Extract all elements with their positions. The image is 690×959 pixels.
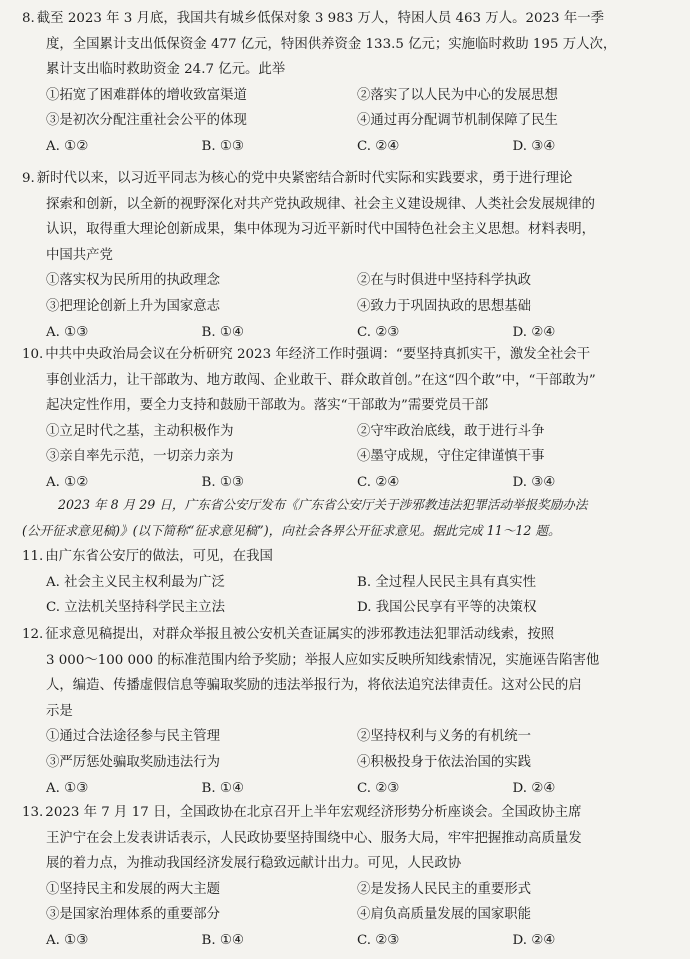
statement-option: ②守牢政治底线，敢于进行斗争 [357, 423, 545, 439]
statement-row [22, 83, 668, 109]
statement-option: ③是初次分配注重社会公平的体现 [46, 113, 247, 129]
choice-a[interactable]: A. ①③ [46, 324, 89, 340]
statement-option: ③把理论创新上升为国家意志 [46, 298, 221, 314]
answer-choices [22, 776, 668, 802]
choice-d[interactable]: D. ③④ [512, 138, 556, 154]
question-stem-line: 王沪宁在会上发表讲话表示，人民政协要坚持围绕中心、服务大局，牢牢把握推动高质量发 [46, 830, 582, 846]
statement-row [22, 724, 668, 750]
question-stem-line: 事创业活力，让干部敢为、地方敢闯、企业敢干、群众敢首创。”在这“四个敢”中，“干部敢为” [46, 372, 596, 388]
statement-option: ①立足时代之基，主动积极作为 [46, 423, 234, 439]
choice-c[interactable]: C. ②④ [357, 474, 400, 490]
choice-b[interactable]: B. ①④ [201, 932, 244, 948]
statement-option: ①坚持民主和发展的两大主题 [46, 881, 221, 897]
choice-a[interactable]: A. ①② [46, 138, 89, 154]
question-number: 8. [22, 11, 35, 26]
statement-row [22, 444, 668, 470]
question-stem-line: 累计支出临时救助资金 24.7 亿元。此举 [46, 62, 286, 78]
choice-b[interactable]: B. ①③ [201, 474, 244, 490]
statement-option: ③严厉惩处骗取奖励违法行为 [46, 754, 221, 770]
statement-option: ①拓宽了困难群体的增收致富渠道 [46, 87, 247, 103]
question-stem-line: 3 000～100 000 的标准范围内给予奖励；举报人应如实反映所知线索情况，实施诬告陷害他 [46, 652, 600, 668]
question-11 [22, 544, 668, 621]
statement-option: ③是国家治理体系的重要部分 [46, 907, 221, 923]
choice-a[interactable]: A. ①② [46, 474, 89, 490]
statement-option: ④墨守成规，守住定律谨慎干事 [357, 449, 545, 465]
statement-row [22, 902, 668, 928]
question-stem-line: 展的着力点，为推动我国经济发展行稳致远献计出力。可见，人民政协 [46, 856, 462, 872]
question-stem-line: 12. 征求意见稿提出，对群众举报且被公安机关查证属实的涉邪教违法犯罪活动线索，按照 [22, 627, 555, 642]
choice-a[interactable]: A. ①③ [46, 932, 89, 948]
question-13 [22, 800, 668, 954]
choice-d[interactable]: D. 我国公民享有平等的决策权 [357, 600, 537, 616]
question-number: 9. [22, 171, 35, 186]
question-stem-line: 8. 截至 2023 年 3 月底，我国共有城乡低保对象 3 983 万人，特困人员 463 万人。2023 年一季 [22, 11, 604, 26]
question-stem-line: 中国共产党 [46, 247, 113, 263]
choice-c[interactable]: C. ②③ [357, 780, 400, 796]
choice-d[interactable]: D. ②④ [512, 324, 556, 340]
choice-row [22, 595, 668, 621]
material-line: (公开征求意见稿)》(以下简称“征求意见稿”)，向社会各界公开征求意见。据此完成 11～12 题。 [22, 522, 561, 538]
choice-c[interactable]: C. ②③ [357, 324, 400, 340]
question-stem-line: 13. 2023 年 7 月 17 日，全国政协在北京召开上半年宏观经济形势分析座谈会。全国政协主席 [22, 805, 582, 820]
answer-choices [22, 134, 668, 160]
statement-option: ②在与时俱进中坚持科学执政 [357, 273, 532, 289]
statement-option: ④肩负高质量发展的国家职能 [357, 907, 532, 923]
answer-choices [22, 928, 668, 954]
statement-row [22, 419, 668, 445]
question-stem-line: 10. 中共中央政治局会议在分析研究 2023 年经济工作时强调：“要坚持真抓实干，激发全社会干 [22, 347, 591, 362]
statement-row [22, 750, 668, 776]
statement-option: ④积极投身于依法治国的实践 [357, 754, 532, 770]
statement-option: ③亲自率先示范，一切亲力亲为 [46, 449, 234, 465]
question-number: 10. [22, 347, 44, 362]
question-8 [22, 6, 668, 160]
question-stem-line: 11. 由广东省公安厅的做法，可见，在我国 [22, 549, 273, 564]
statement-option: ②落实了以人民为中心的发展思想 [357, 87, 558, 103]
statement-option: ①落实权为民所用的执政理念 [46, 273, 221, 289]
question-number: 13. [22, 805, 44, 820]
question-stem-line: 示是 [46, 703, 73, 719]
statement-option: ④通过再分配调节机制保障了民生 [357, 113, 558, 129]
choice-c[interactable]: C. ②③ [357, 932, 400, 948]
reading-material [22, 492, 668, 543]
choice-d[interactable]: D. ②④ [512, 780, 556, 796]
choice-a[interactable]: A. ①③ [46, 780, 89, 796]
statement-option: ②坚持权利与义务的有机统一 [357, 729, 532, 745]
statement-option: ②是发扬人民民主的重要形式 [357, 881, 532, 897]
question-stem-line: 探索和创新，以全新的视野深化对共产党执政规律、社会主义建设规律、人类社会发展规律的 [46, 196, 596, 212]
statement-option: ④致力于巩固执政的思想基础 [357, 298, 532, 314]
question-stem-line: 度，全国累计支出低保资金 477 亿元，特困供养资金 133.5 亿元；实施临时救助 195 万人次， [46, 36, 617, 52]
statement-row [22, 877, 668, 903]
statement-row [22, 108, 668, 134]
choice-b[interactable]: B. ①④ [201, 780, 244, 796]
question-number: 12. [22, 627, 44, 642]
question-stem-line: 9. 新时代以来，以习近平同志为核心的党中央紧密结合新时代实际和实践要求，勇于进行理论 [22, 171, 573, 186]
choice-a[interactable]: A. 社会主义民主权利最为广泛 [46, 574, 225, 590]
choice-d[interactable]: D. ③④ [512, 474, 556, 490]
question-9 [22, 166, 668, 345]
statement-row [22, 294, 668, 320]
choice-c[interactable]: C. ②④ [357, 138, 400, 154]
question-12 [22, 622, 668, 801]
question-stem-line: 人，编造、传播虚假信息等骗取奖励的违法举报行为，将依法追究法律责任。这对公民的启 [46, 678, 582, 694]
choice-d[interactable]: D. ②④ [512, 932, 556, 948]
question-stem-line: 认识，取得重大理论创新成果，集中体现为习近平新时代中国特色社会主义思想。材料表明， [46, 222, 596, 238]
question-number: 11. [22, 549, 44, 564]
choice-c[interactable]: C. 立法机关坚持科学民主立法 [46, 600, 225, 616]
material-line: 2023 年 8 月 29 日，广东省公安厅发布《广东省公安厅关于涉邪教违法犯罪活动举报奖励办法 [58, 497, 588, 512]
question-stem-line: 起决定性作用，要全力支持和鼓励干部敢为。落实“干部敢为”需要党员干部 [46, 398, 489, 414]
choice-b[interactable]: B. ①④ [201, 324, 244, 340]
choice-b[interactable]: B. 全过程人民民主具有真实性 [357, 574, 537, 590]
question-10 [22, 342, 668, 496]
statement-option: ①通过合法途径参与民主管理 [46, 729, 221, 745]
statement-row [22, 268, 668, 294]
choice-row [22, 570, 668, 596]
choice-b[interactable]: B. ①③ [201, 138, 244, 154]
